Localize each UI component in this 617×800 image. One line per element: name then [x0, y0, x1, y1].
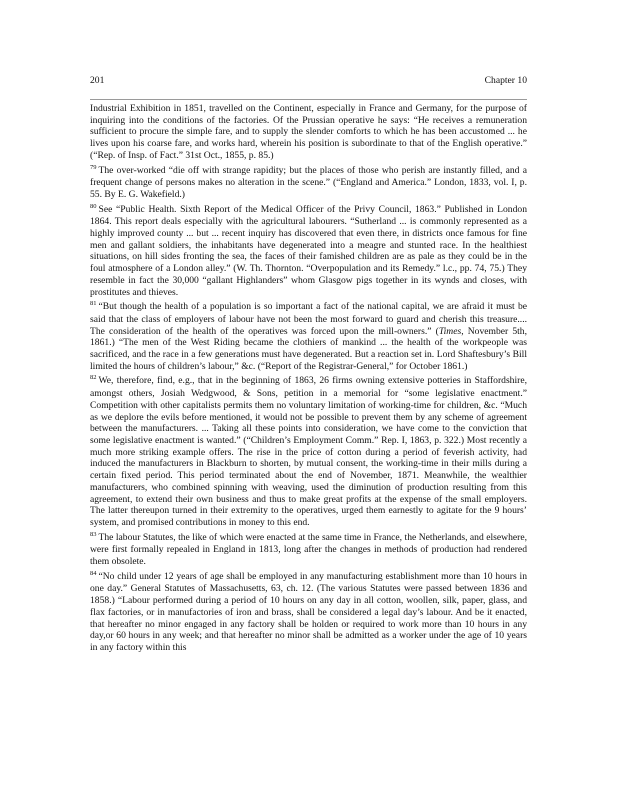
paragraph-text: “No child under 12 years of age shall be employed in any manufacturing establishment more than 10 hours in one day.” General Statutes of Massachusetts, 63, ch. 12. (The various Statutes were passed between 1836 and 1858.) “Labour performed during a period of 10 hours on any day in all cotton, woollen, silk, paper, glass, and flax factories, or in manufactories of iron and brass, shall be considered a legal day’s labour. And be it enacted, that hereafter no minor engaged in any factory shall be holden or required to work more than 10 hours in any day,or 60 hours in any week; and that hereafter no minor shall be admitted as a worker under the age of 10 years in any factory within this	[90, 570, 527, 653]
italic-title: Times	[438, 325, 462, 337]
footnote-81	[90, 301, 527, 372]
footnote-79	[90, 165, 527, 201]
paragraph-text: We, therefore, find, e.g., that in the beginning of 1863, 26 firms owning extensive potteries in Staffordshire, amongst others, Josiah Wedgwood, & Sons, petition in a memorial for “some legislative enactment.” Competition with other capitalists permits them no voluntary limitation of working-time for children, &c. “Much as we deplore the evils before mentioned, it would not be possible to prevent them by any scheme of agreement between the manufacturers. ... Taking all these points into consideration, we have come to the conviction that some legislative enactment is wanted.” (“Children’s Employment Comm.” Rep. I, 1863, p. 322.) Most recently a much more striking example offers. The rise in the price of cotton during a period of feverish activity, had induced the manufacturers in Blackburn to shorten, by mutual consent, the working-time in their mills during a certain fixed period. This period terminated about the end of November, 1871. Meanwhile, the wealthier manufacturers, who combined spinning with weaving, used the diminution of production resulting from this agreement, to extend their own business and thus to make great profits at the expense of the small employers. The latter thereupon turned in their extremity to the operatives, urged them earnestly to agitate for the 9 hours’ system, and promised contributions in money to this end.	[90, 375, 527, 528]
paragraph-text: The labour Statutes, the like of which were enacted at the same time in France, the Netherlands, and elsewhere, were first formally repealed in England in 1813, long after the changes in methods of production had rendered them obsolete.	[90, 531, 527, 568]
footnote-marker: 80	[90, 202, 97, 210]
page-number: 201	[90, 75, 105, 86]
page-header	[90, 75, 527, 91]
footnote-80	[90, 204, 527, 299]
footnote-83	[90, 532, 527, 568]
header-divider	[90, 99, 527, 100]
paragraph-text: The over-worked “die off with strange rapidity; but the places of those who perish are instantly filled, and a frequent change of persons makes no alteration in the scene.” (“England and America.” London, 1833, vol. I, p. 55. By E. G. Wakefield.)	[90, 164, 527, 200]
footnote-marker: 81	[90, 300, 97, 308]
footnote-82	[90, 375, 527, 528]
paragraph-text: See “Public Health. Sixth Report of the Medical Officer of the Privy Council, 1863.” Published in London 1864. This report deals especially with the agricultural labourers. “Sutherland ... is commonly represented as a highly improved county ... but ... recent inquiry has discovered that even there, in districts once famous for fine men and gallant soldiers, the inhabitants have degenerated into a meagre and stunted race. In the healthiest situations, on hill sides fronting the sea, the faces of their famished children are as pale as they could be in the foul atmosphere of a London alley.” (W. Th. Thornton. “Overpopulation and its Remedy.” l.c., pp. 74, 75.) They resemble in fact the 30,000 “gallant Highlanders” whom Glasgow pigs together in its wynds and closes, with prostitutes and thieves.	[90, 203, 527, 298]
footnote-marker: 82	[90, 374, 97, 382]
footnote-marker: 83	[90, 530, 97, 538]
chapter-title: Chapter 10	[484, 75, 527, 86]
footnote-marker: 84	[90, 569, 97, 577]
footnote-marker: 79	[90, 163, 97, 171]
footnote-84	[90, 571, 527, 654]
paragraph-text: Industrial Exhibition in 1851, travelled on the Continent, especially in France and Germany, for the purpose of inquiring into the conditions of the factories. Of the Prussian operative he says: “He receives a remuneration sufficient to procure the simple fare, and to supply the slender comforts to which he has been accustomed ... he lives upon his coarse fare, and works hard, wherein his position is subordinate to that of the English operative.” (“Rep. of Insp. of Fact.” 31st Oct., 1855, p. 85.)	[90, 103, 527, 161]
paragraph-text: , November 5th, 1861.) “The men of the West Riding became the clothiers of mankind ... the health of the workpeople was sacrificed, and the race in a few generations must have degenerated. But a reaction set in. Lord Shaftesbury’s Bill limited the hours of children’s labour,” &c. (“Report of the Registrar-General,” for October 1861.)	[90, 325, 527, 372]
footnote-continuation	[90, 103, 527, 162]
footnotes-body	[90, 103, 527, 657]
paragraph-text: “But though the health of a population is so important a fact of the national capital, we are afraid it must be said that the class of employers of labour have not been the most forward to guard and cherish this treasure.... The consideration of the health of the operatives was forced upon the mill-owners.” (	[90, 301, 527, 337]
